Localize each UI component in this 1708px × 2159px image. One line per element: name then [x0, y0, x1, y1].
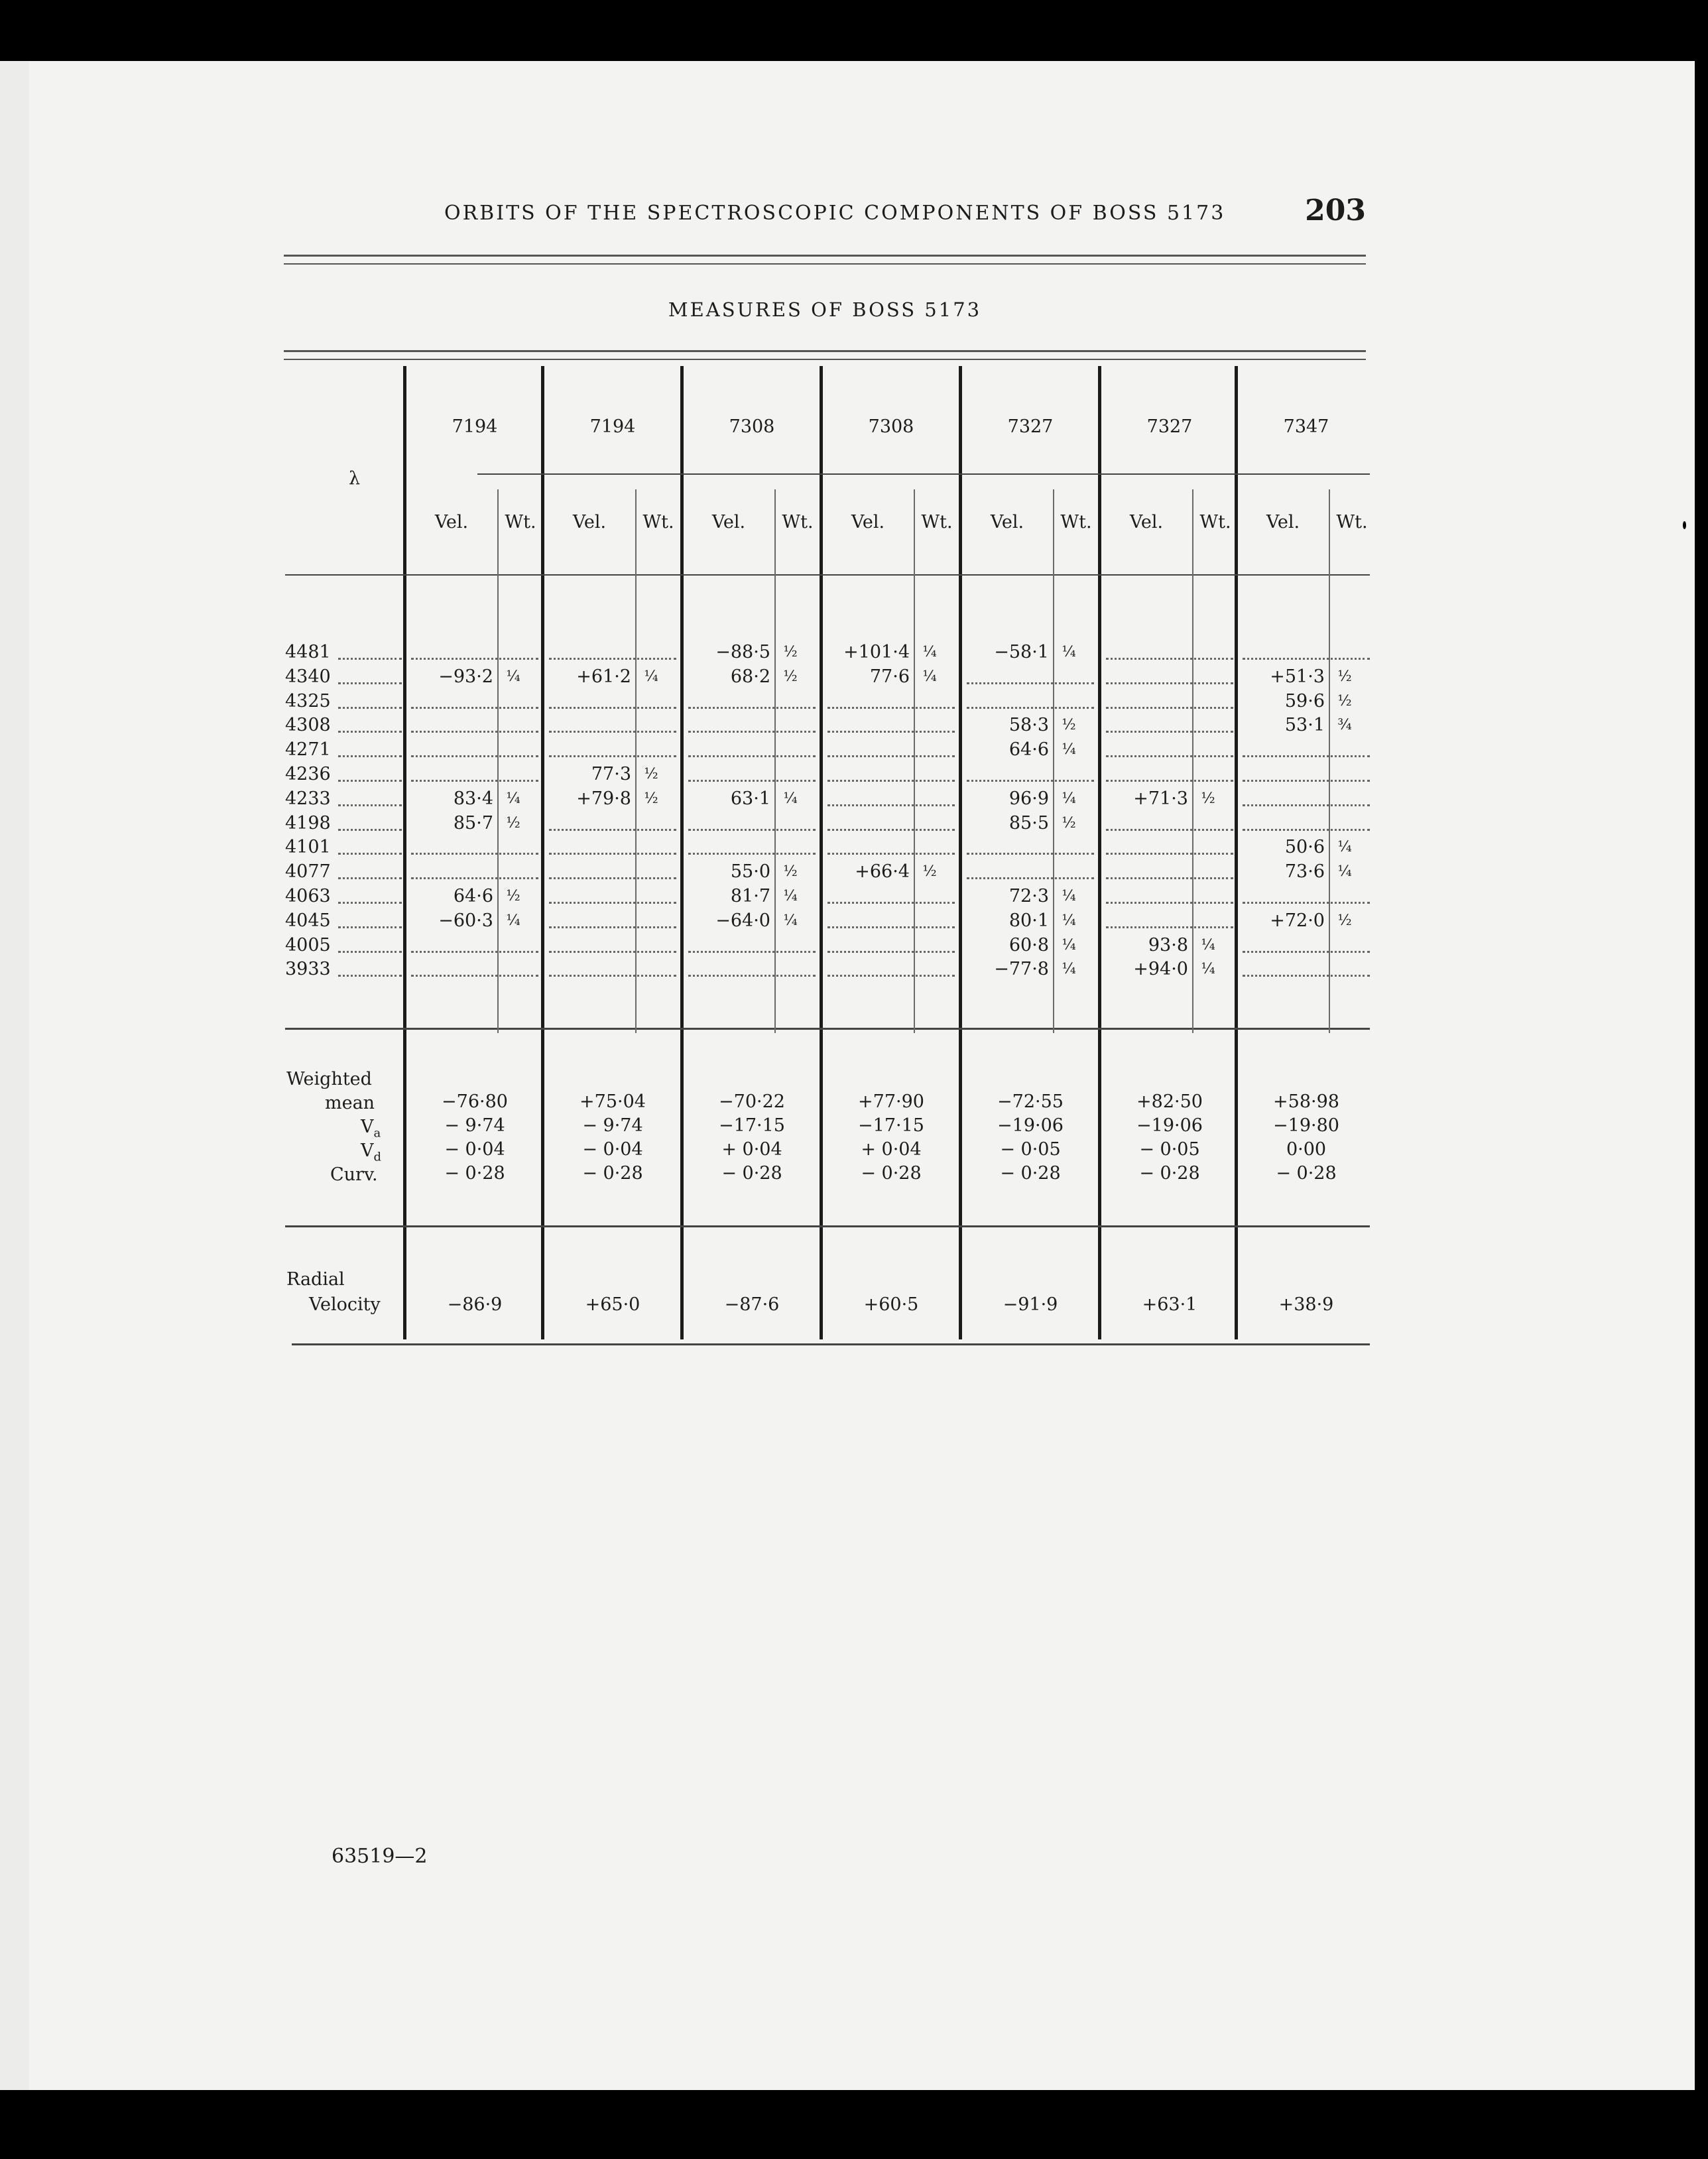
weight-value: ½	[644, 766, 658, 782]
vd-value: 0·00	[1286, 1139, 1327, 1160]
leader-dots	[1243, 780, 1370, 782]
wavelength-label: 4233	[285, 788, 331, 809]
leader-dots	[338, 829, 402, 831]
wavelength-label: 4077	[285, 861, 331, 883]
velocity-value: +51·3	[1270, 666, 1325, 687]
plate-number: 7347	[1283, 416, 1329, 437]
leader-dots	[967, 780, 1094, 782]
weight-value: ¼	[783, 790, 798, 807]
leader-dots	[338, 877, 402, 879]
leader-dots	[549, 951, 676, 953]
leader-dots	[1106, 926, 1233, 928]
velocity-value: 77·6	[869, 666, 910, 687]
leader-dots	[827, 853, 955, 855]
leader-dots	[549, 902, 676, 904]
weight-value: ¼	[1337, 863, 1352, 881]
leader-dots	[338, 658, 402, 660]
leader-dots	[827, 731, 955, 733]
velocity-value: 73·6	[1284, 861, 1325, 883]
leader-dots	[827, 902, 955, 904]
leader-dots	[827, 975, 955, 977]
leader-dots	[1106, 682, 1233, 684]
mean-label: mean	[325, 1093, 375, 1113]
leader-dots	[1243, 951, 1370, 953]
velocity-value: 83·4	[453, 788, 493, 809]
vd-value: − 0·04	[444, 1139, 505, 1160]
va-letter: V	[361, 1117, 374, 1137]
weight-value: ¼	[922, 644, 937, 660]
plate-number: 7327	[1007, 416, 1054, 437]
wavelength-label: 4236	[285, 764, 331, 784]
leader-dots	[688, 707, 816, 709]
wavelength-label: 4063	[285, 886, 331, 906]
wt-header: Wt.	[921, 512, 953, 532]
weight-value: ¼	[1201, 936, 1215, 954]
running-title: ORBITS OF THE SPECTROSCOPIC COMPONENTS OF BOSS 5173	[444, 202, 1226, 225]
leader-dots	[827, 755, 955, 757]
leader-dots	[549, 926, 676, 928]
va-subscript: a	[373, 1126, 381, 1141]
leader-dots	[688, 829, 816, 831]
weight-value: ¼	[1062, 888, 1076, 904]
leader-dots	[1243, 902, 1370, 904]
wt-header: Wt.	[1336, 512, 1368, 532]
weight-value: ¼	[1062, 644, 1076, 660]
velocity-value: 58·3	[1008, 715, 1049, 736]
leader-dots	[549, 975, 676, 977]
leader-dots	[549, 731, 676, 733]
leader-dots	[1106, 755, 1233, 757]
weighted-mean-value: −70·22	[719, 1091, 785, 1112]
velocity-value: −93·2	[438, 666, 493, 687]
leader-dots	[549, 707, 676, 709]
leader-dots	[967, 877, 1094, 879]
vel-header: Vel.	[990, 512, 1024, 532]
weighted-mean-value: +77·90	[858, 1091, 924, 1112]
wavelength-label: 4325	[285, 690, 331, 711]
subheader-rule	[477, 473, 1370, 475]
scan-speck	[914, 2139, 918, 2143]
weight-value: ½	[644, 790, 658, 807]
velocity-value: 96·9	[1008, 788, 1049, 809]
leader-dots	[338, 682, 402, 684]
summary-bottom-rule	[285, 1225, 1370, 1227]
curv-value: − 0·28	[721, 1163, 782, 1184]
weighted-label: Weighted	[286, 1069, 372, 1089]
leader-dots	[338, 707, 402, 709]
vd-value: − 0·04	[582, 1139, 643, 1160]
leader-dots	[411, 877, 538, 879]
velocity-value: −77·8	[994, 959, 1049, 980]
weighted-mean-value: +58·98	[1273, 1091, 1339, 1112]
va-value: − 9·74	[582, 1115, 643, 1136]
weight-value: ½	[1337, 668, 1352, 685]
velocity-value: −60·3	[438, 910, 493, 931]
leader-dots	[411, 780, 538, 782]
velocity-value: −88·5	[715, 642, 770, 662]
vel-header: Vel.	[1129, 512, 1164, 532]
leader-dots	[338, 731, 402, 733]
weight-value: ¼	[1062, 790, 1076, 807]
radial-velocity-value: +60·5	[863, 1294, 919, 1315]
weight-value: ½	[1062, 814, 1076, 832]
leader-dots	[338, 780, 402, 782]
leader-dots	[411, 658, 538, 660]
velocity-value: −58·1	[994, 642, 1049, 662]
table-caption: MEASURES OF BOSS 5173	[668, 298, 982, 321]
wt-header: Wt.	[1060, 512, 1092, 532]
radial-velocity-value: −91·9	[1003, 1294, 1058, 1315]
wt-header: Wt.	[505, 512, 536, 532]
table-bottom-rule	[292, 1343, 1370, 1345]
plate-number: 7308	[868, 416, 914, 437]
wavelength-label: 4005	[285, 934, 331, 956]
radial-velocity-value: −87·6	[724, 1294, 780, 1315]
velocity-value: +71·3	[1133, 788, 1188, 809]
leader-dots	[338, 902, 402, 904]
weight-value: ¼	[1062, 912, 1076, 929]
leader-dots	[1243, 755, 1370, 757]
vel-header: Vel.	[851, 512, 885, 532]
velocity-value: 53·1	[1284, 715, 1325, 736]
wavelength-label: 4481	[285, 642, 331, 662]
scan-speck	[932, 2109, 938, 2118]
weighted-mean-value: −76·80	[442, 1091, 508, 1112]
velocity-value: 60·8	[1008, 934, 1049, 956]
leader-dots	[688, 780, 816, 782]
leader-dots	[827, 951, 955, 953]
wavelength-label: 4198	[285, 812, 331, 833]
leader-dots	[967, 707, 1094, 709]
leader-dots	[1243, 975, 1370, 977]
vd-letter: V	[361, 1141, 374, 1161]
weight-value: ½	[1062, 717, 1076, 734]
page-number: 203	[1305, 194, 1366, 227]
weight-value: ¼	[506, 668, 520, 685]
header-rule	[284, 255, 1366, 265]
leader-dots	[338, 804, 402, 806]
weighted-mean-value: +75·04	[580, 1091, 646, 1112]
weight-value: ¼	[506, 790, 520, 807]
leader-dots	[411, 707, 538, 709]
leader-dots	[688, 731, 816, 733]
scan-speck	[1683, 521, 1686, 529]
weight-value: ½	[1337, 912, 1352, 929]
radial-label: Radial	[286, 1269, 345, 1290]
weight-value: ¼	[1062, 741, 1076, 759]
leader-dots	[1243, 829, 1370, 831]
plate-number: 7308	[729, 416, 775, 437]
vd-value: + 0·04	[721, 1139, 782, 1160]
signature-mark: 63519—2	[332, 1845, 428, 1868]
curv-label: Curv.	[330, 1164, 378, 1185]
vd-value: − 0·05	[1000, 1139, 1061, 1160]
va-value: −19·06	[997, 1115, 1064, 1136]
vel-header: Vel.	[1266, 512, 1300, 532]
plate-number: 7194	[452, 416, 498, 437]
weight-value: ¼	[506, 912, 520, 929]
wt-header: Wt.	[782, 512, 814, 532]
leader-dots	[1106, 780, 1233, 782]
weight-value: ½	[506, 814, 520, 832]
weight-value: ½	[506, 888, 520, 904]
velocity-value: +66·4	[855, 861, 910, 883]
velocity-value: 77·3	[591, 764, 631, 784]
velocity-value: 68·2	[730, 666, 770, 687]
leader-dots	[827, 780, 955, 782]
leader-dots	[688, 975, 816, 977]
leader-dots	[967, 682, 1094, 684]
leader-dots	[827, 926, 955, 928]
wavelength-label: 3933	[285, 959, 331, 980]
column-head-bottom-rule	[285, 574, 1370, 576]
leader-dots	[688, 755, 816, 757]
curv-value: − 0·28	[582, 1163, 643, 1184]
leader-dots	[827, 829, 955, 831]
weight-value: ¼	[922, 668, 937, 685]
weight-value: ¼	[1337, 839, 1352, 856]
data-bottom-rule	[285, 1028, 1370, 1030]
running-header	[444, 194, 1372, 227]
leader-dots	[411, 731, 538, 733]
leader-dots	[549, 755, 676, 757]
leader-dots	[549, 853, 676, 855]
table-top-rule	[284, 350, 1366, 360]
velocity-value: 93·8	[1148, 934, 1188, 956]
velocity-value: +94·0	[1133, 959, 1188, 980]
va-value: −19·06	[1136, 1115, 1203, 1136]
leader-dots	[1106, 853, 1233, 855]
curv-value: − 0·28	[1000, 1163, 1061, 1184]
leader-dots	[1106, 829, 1233, 831]
velocity-value: +72·0	[1270, 910, 1325, 931]
leader-dots	[1106, 707, 1233, 709]
leader-dots	[338, 926, 402, 928]
weight-value: ½	[783, 668, 798, 685]
velocity-value: 55·0	[730, 861, 770, 883]
vd-value: − 0·05	[1139, 1139, 1200, 1160]
velocity-value: 80·1	[1008, 910, 1049, 931]
leader-dots	[967, 853, 1094, 855]
velocity-value: +79·8	[576, 788, 631, 809]
velocity-value: 64·6	[1008, 739, 1049, 761]
weight-value: ¾	[1337, 717, 1352, 734]
leader-dots	[1243, 804, 1370, 806]
vd-value: + 0·04	[861, 1139, 922, 1160]
va-value: −19·80	[1273, 1115, 1339, 1136]
leader-dots	[1106, 902, 1233, 904]
weighted-mean-value: +82·50	[1136, 1091, 1203, 1112]
wt-header: Wt.	[1199, 512, 1231, 532]
leader-dots	[1106, 658, 1233, 660]
weight-value: ¼	[1201, 961, 1215, 978]
radial-velocity-value: +63·1	[1142, 1294, 1197, 1315]
wavelength-label: 4308	[285, 715, 331, 736]
leader-dots	[411, 853, 538, 855]
curv-value: − 0·28	[444, 1163, 505, 1184]
weight-value: ½	[783, 644, 798, 660]
va-value: − 9·74	[444, 1115, 505, 1136]
leader-dots	[411, 951, 538, 953]
leader-dots	[549, 658, 676, 660]
weighted-mean-value: −72·55	[997, 1091, 1064, 1112]
va-value: −17·15	[719, 1115, 785, 1136]
velocity-label: Velocity	[309, 1294, 381, 1315]
weight-value: ¼	[1062, 936, 1076, 954]
velocity-value: 85·7	[453, 812, 493, 833]
wavelength-label: 4271	[285, 739, 331, 761]
velocity-value: 63·1	[730, 788, 770, 809]
leader-dots	[549, 829, 676, 831]
plate-number: 7194	[589, 416, 636, 437]
wavelength-label: 4340	[285, 666, 331, 687]
lambda-header: λ	[349, 468, 361, 489]
curv-value: − 0·28	[1139, 1163, 1200, 1184]
leader-dots	[411, 975, 538, 977]
weight-value: ½	[1337, 692, 1352, 709]
leader-dots	[338, 853, 402, 855]
velocity-value: 81·7	[730, 886, 770, 906]
velocity-value: 85·5	[1008, 812, 1049, 833]
velocity-value: 59·6	[1284, 690, 1325, 711]
leader-dots	[1106, 877, 1233, 879]
velocity-value: 64·6	[453, 886, 493, 906]
weight-value: ¼	[1062, 961, 1076, 978]
weight-value: ¼	[783, 888, 798, 904]
weight-value: ½	[783, 863, 798, 881]
leader-dots	[688, 951, 816, 953]
vd-subscript: d	[373, 1150, 382, 1164]
velocity-value: 72·3	[1008, 886, 1049, 906]
velocity-value: +101·4	[843, 642, 910, 662]
leader-dots	[338, 975, 402, 977]
curv-value: − 0·28	[1276, 1163, 1337, 1184]
weight-value: ½	[1201, 790, 1215, 807]
weight-value: ½	[922, 863, 937, 881]
radial-velocity-value: −86·9	[447, 1294, 503, 1315]
weight-value: ¼	[783, 912, 798, 929]
leader-dots	[549, 877, 676, 879]
wt-header: Wt.	[642, 512, 674, 532]
leader-dots	[688, 853, 816, 855]
leader-dots	[827, 707, 955, 709]
leader-dots	[411, 755, 538, 757]
leader-dots	[338, 755, 402, 757]
va-value: −17·15	[858, 1115, 924, 1136]
vel-header: Vel.	[434, 512, 469, 532]
wavelength-label: 4101	[285, 837, 331, 858]
leader-dots	[338, 951, 402, 953]
velocity-value: −64·0	[715, 910, 770, 931]
leader-dots	[1243, 658, 1370, 660]
velocity-value: +61·2	[576, 666, 631, 687]
wavelength-label: 4045	[285, 910, 331, 931]
book-page	[29, 61, 1695, 2090]
leader-dots	[827, 804, 955, 806]
plate-number: 7327	[1146, 416, 1193, 437]
radial-velocity-value: +38·9	[1278, 1294, 1334, 1315]
vel-header: Vel.	[711, 512, 746, 532]
weight-value: ¼	[644, 668, 658, 685]
leader-dots	[1106, 731, 1233, 733]
velocity-value: 50·6	[1284, 837, 1325, 858]
curv-value: − 0·28	[861, 1163, 922, 1184]
vel-header: Vel.	[572, 512, 607, 532]
radial-velocity-value: +65·0	[585, 1294, 640, 1315]
